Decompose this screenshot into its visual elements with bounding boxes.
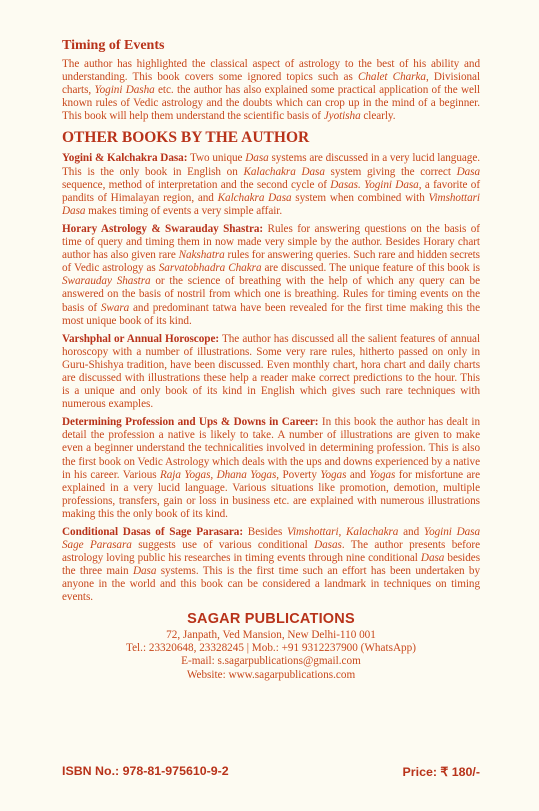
book-horary: Horary Astrology & Swarauday Shastra: Rules for answering questions on the basis of time of query and timing them in now made very simple by the author. Besides Horary chart author has also given rare Nakshatra rules for answering queries. Such rare and hidden secrets of Vedic astrology as Sarvatobhadra Chakra are discussed. The unique feature of this book is Swarauday Shastra or the science of breathing with the help of which any query can be answered on the basis of nostril from which one is breathing. Rules for timing events on the basis of Swara and predominant tatwa have been revealed for the first time making this the most unique book of its kind. [62, 222, 481, 327]
book-conditional-dasas: Conditional Dasas of Sage Parasara: Besides Vimshottari, Kalachakra and Yogini Dasa Sage Parasara suggests use of various conditional Dasas. The author presents before astrology loving public his researches in timing events through nine conditional Dasa besides the three main Dasa systems. This is the first time such an effort has been undertaken by anyone in the world and this book can be considered a landmark in techniques on timing events. [62, 526, 481, 604]
price: Price: ₹ 180/- [402, 765, 480, 779]
publisher-block [62, 611, 480, 683]
book-yogini-kalchakra: Yogini & Kalchakra Dasa: Two unique Dasa systems are discussed in a very lucid language. This is the only book in English on Kalachakra Dasa system giving the correct Dasa sequence, method of interpretation and the second cycle of Dasas. Yogini Dasa, a favorite of pandits of Himalayan region, and Kalchakra Dasa system when combined with Vimshottari Dasa makes timing of events a very simple affair. [62, 152, 481, 217]
book-profession: Determining Profession and Ups & Downs in Career: In this book the author has dealt in detail the profession a native is likely to take. A number of illustrations are given to make even a beginner understand the technicalities involved in determining profession. This is also the first book on Vedic Astrology which deals with the ups and downs experienced by a native in his career. Various Raja Yogas, Dhana Yogas, Poverty Yogas and Yogas for misfortune are explained in a very lucid language. Various situations like promotion, demotion, multiple professions, transfers, gain or loss in business etc. are explained with numerous illustrations making this the only book of its kind. [62, 416, 481, 520]
footer-bar [62, 764, 480, 779]
book-varshphal: Varshphal or Annual Horoscope: The author has discussed all the salient features of annual horoscopy with a number of illustrations. Some very rare rules, hitherto passed on only in Guru-Shishya tradition, have been discussed. Even monthly chart, hora chart and daily charts are discussed with illustrations these help a reader make correct predictions to the hour. This is a unique and only book of its kind in English which gives such rare techniques with numerous examples. [62, 332, 481, 411]
publisher-website: Website: www.sagarpublications.com [186, 668, 356, 681]
isbn-number: ISBN No.: 978-81-975610-9-2 [62, 764, 229, 778]
publisher-name: SAGAR PUBLICATIONS [187, 610, 355, 627]
publisher-phone: Tel.: 23320648, 23328245 | Mob.: +91 9312237900 (WhatsApp) [126, 641, 416, 654]
timing-heading: Timing of Events [62, 38, 165, 53]
publisher-address: 72, Janpath, Ved Mansion, New Delhi-110 001 [166, 628, 376, 641]
timing-paragraph: The author has highlighted the classical aspect of astrology to the best of his ability and understanding. This book covers some ignored topics such as Chalet Charka, Divisional charts, Yogini Dasha etc. the author has also explained some practical application of the well known rules of Vedic astrology and the doubts which can crop up in the mind of a beginner. This book will help them understand the scientific basis of Jyotisha clearly. [62, 58, 481, 123]
other-books-heading: OTHER BOOKS BY THE AUTHOR [62, 129, 310, 147]
publisher-email: E-mail: s.sagarpublications@gmail.com [181, 655, 361, 668]
